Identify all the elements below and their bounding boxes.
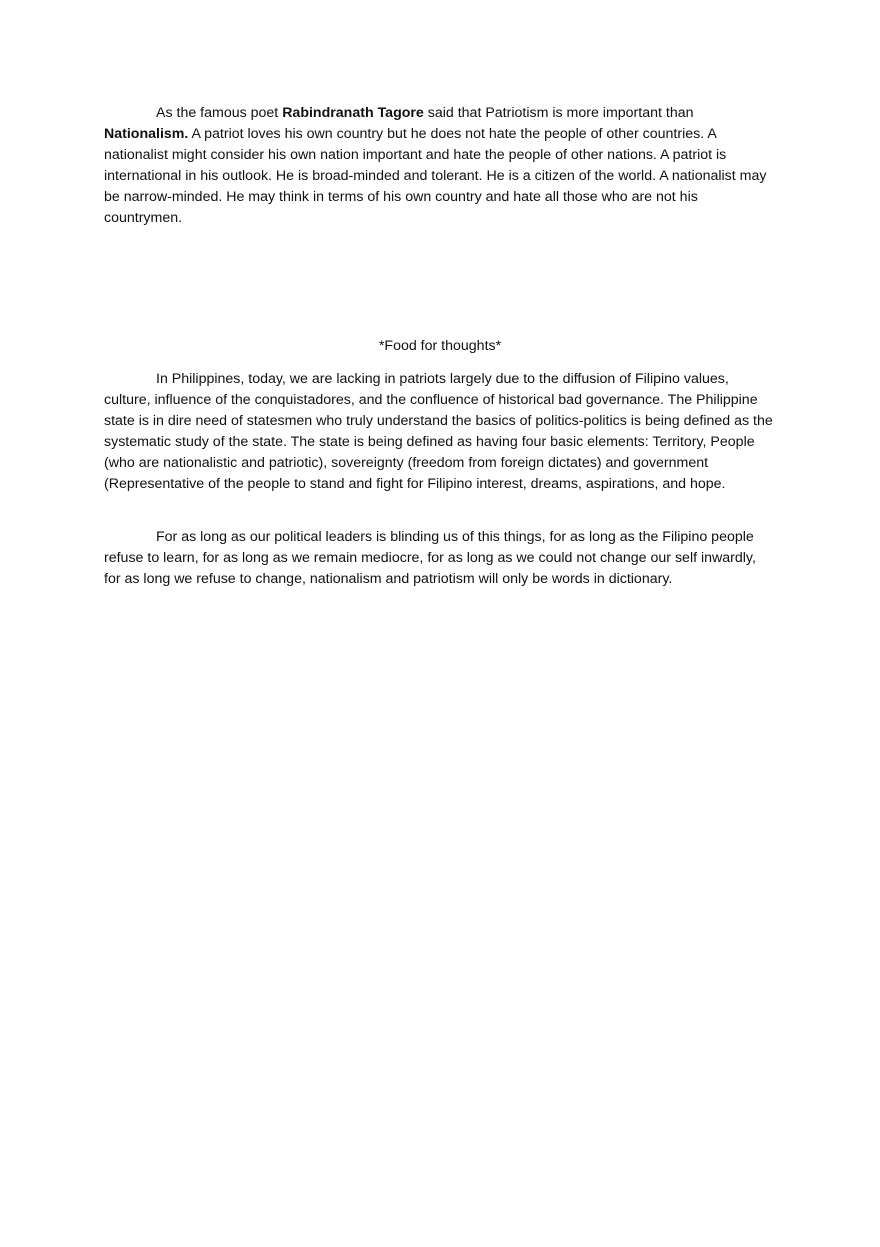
paragraph-intro-text: As the famous poet [156,105,283,121]
paragraph-conclusion: For as long as our political leaders is blinding us of this things, for as long as the Filipino people refuse to learn, for as long as we remain mediocre, for as long as we could not change our self inwardly, for as long we refuse to change, nationalism and patriotism will only be words in dictionary. [104,529,756,587]
paragraph-middle-text: said that Patriotism is more important than [423,105,694,121]
poet-name: Rabindranath Tagore [282,105,424,121]
paragraph-rest-text: A patriot loves his own country but he does not hate the people of other countries. A nationalist might consider his own nation important and hate the people of other nations. A patriot is international in his outlook. He is broad-minded and tolerant. He is a citizen of the world. A nationalist may be narrow-minded. He may think in terms of his own country and hate all those who are not his countrymen. [104,126,767,226]
nationalism-term: Nationalism. [104,126,189,142]
paragraph-patriotism [104,103,776,229]
section-heading: *Food for thoughts* [378,338,502,354]
paragraph-philippines: In Philippines, today, we are lacking in patriots largely due to the diffusion of Filipino values, culture, influence of the conquistadores, and the confluence of historical bad governance. The Philippine state is in dire need of statesmen who truly understand the basics of politics-politics is being defined as the systematic study of the state. The state is being defined as having four basic elements: Territory, People (who are nationalistic and patriotic), sovereignty (freedom from foreign dictates) and government (Representative of the people to stand and fight for Filipino interest, dreams, aspirations, and hope. [104,371,773,492]
